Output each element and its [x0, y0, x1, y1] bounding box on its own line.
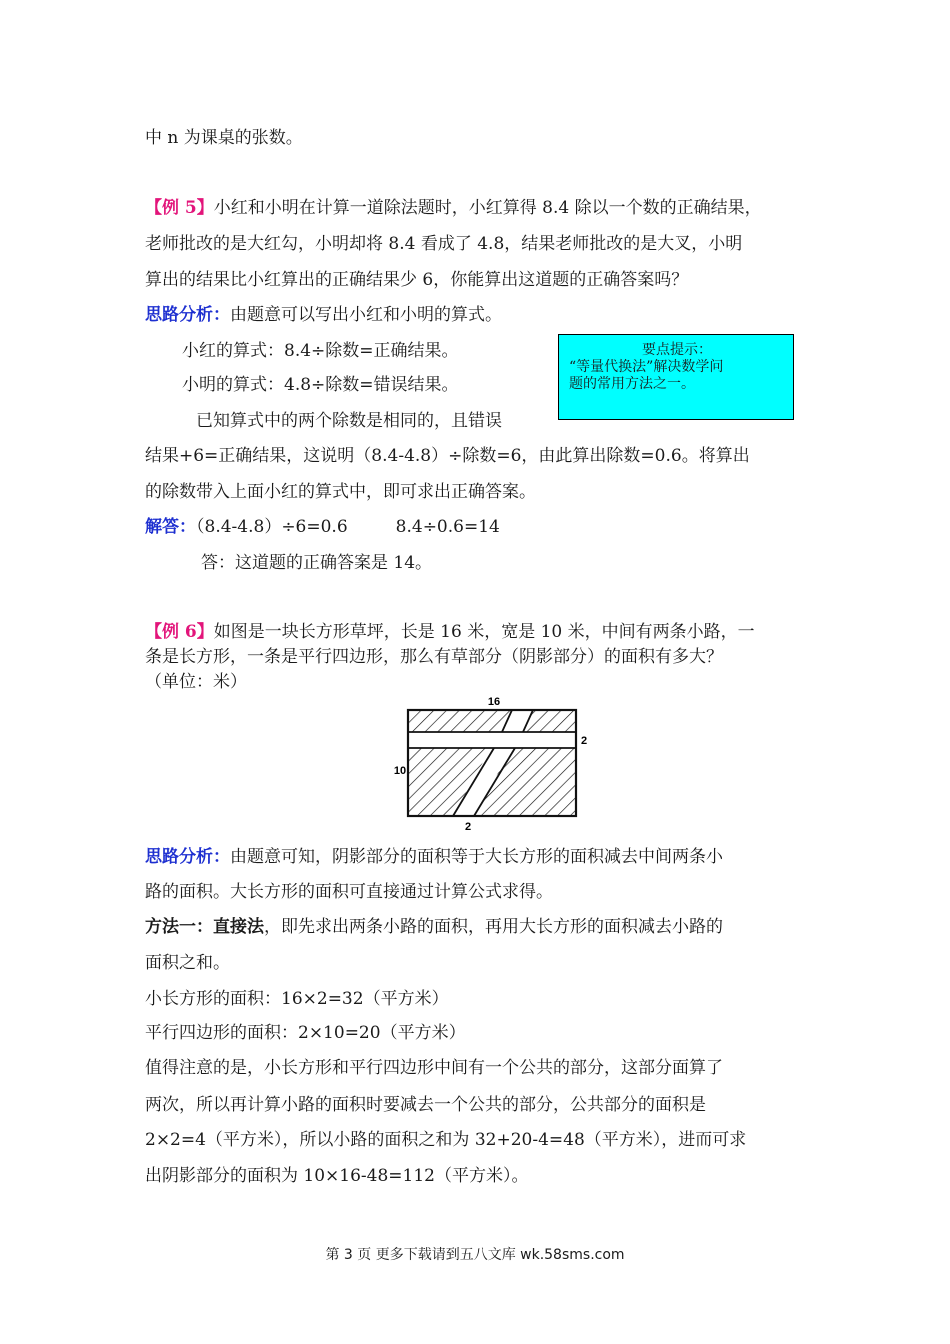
- example-5-tag: 【例 5】: [145, 198, 214, 218]
- label-length: 16: [487, 696, 501, 708]
- rectangular-path: [408, 732, 576, 748]
- analysis-5: [145, 303, 502, 327]
- text-line: 算出的结果比小红算出的正确结果少 6，你能算出这道题的正确答案吗？: [145, 270, 689, 290]
- label-path-width: 2: [580, 735, 588, 747]
- tip-line-1: “等量代换法”解决数学问: [569, 359, 724, 375]
- method-1-text: ，即先求出两条小路的面积，再用大长方形的面积减去小路的: [264, 917, 723, 937]
- solution-5-eq1: （8.4-4.8）÷6=0.6: [196, 517, 348, 537]
- solution-5-tag: 解答：: [145, 517, 196, 537]
- parallelogram-area: 平行四边形的面积：2×10=20（平方米）: [145, 1023, 466, 1043]
- text-line: 两次，所以再计算小路的面积时要减去一个公共的部分，公共部分的面积是: [145, 1095, 706, 1115]
- rectangle-area: 小长方形的面积：16×2=32（平方米）: [145, 989, 449, 1009]
- lawn-diagram: [390, 690, 600, 835]
- text-line: （单位：米）: [145, 672, 247, 692]
- example-6-tag: 【例 6】: [145, 622, 214, 642]
- analysis-6: [145, 845, 723, 869]
- tip-box: [558, 334, 794, 420]
- text-line: 值得注意的是，小长方形和平行四边形中间有一个公共的部分，这部分面算了: [145, 1058, 723, 1078]
- text-line: 面积之和。: [145, 953, 230, 973]
- equation-xiaohong: 小红的算式：8.4÷除数=正确结果。: [182, 341, 459, 361]
- example-6-line-1: [145, 620, 755, 644]
- text-line: 2×2=4（平方米），所以小路的面积之和为 32+20-4=48（平方米），进而可求: [145, 1130, 747, 1150]
- example-6-text: 如图是一块长方形草坪，长是 16 米，宽是 10 米，中间有两条小路，一: [213, 622, 755, 642]
- method-1-tag: 方法一：直接法: [145, 917, 264, 937]
- answer-5: 答：这道题的正确答案是 14。: [201, 553, 433, 573]
- text-line: 出阴影部分的面积为 10×16-48=112（平方米）。: [145, 1166, 529, 1186]
- text-line: 路的面积。大长方形的面积可直接通过计算公式求得。: [145, 882, 553, 902]
- example-5-line-1: [145, 196, 762, 220]
- label-parallelogram-base: 2: [464, 821, 472, 833]
- text-line: 中 n 为课桌的张数。: [145, 128, 303, 148]
- text-line: 的除数带入上面小红的算式中，即可求出正确答案。: [145, 482, 536, 502]
- solution-5: [145, 515, 500, 539]
- text-line: 已知算式中的两个除数是相同的，且错误: [196, 411, 502, 431]
- tip-title: 要点提示：: [642, 342, 712, 358]
- analysis-6-text: 由题意可知，阴影部分的面积等于大长方形的面积减去中间两条小: [230, 847, 723, 867]
- page-footer: 第 3 页 更多下载请到五八文库 wk.58sms.com: [325, 1247, 625, 1263]
- analysis-6-tag: 思路分析：: [145, 847, 230, 867]
- analysis-5-text: 由题意可以写出小红和小明的算式。: [230, 305, 502, 325]
- text-line: 结果+6=正确结果，这说明（8.4-4.8）÷除数=6，由此算出除数=0.6。将算出: [145, 446, 750, 466]
- tip-line-2: 题的常用方法之一。: [569, 376, 695, 392]
- text-line: 老师批改的是大红勾，小明却将 8.4 看成了 4.8，结果老师批改的是大叉，小明: [145, 234, 743, 254]
- text-line: 条是长方形，一条是平行四边形，那么有草部分（阴影部分）的面积有多大？: [145, 647, 723, 667]
- analysis-5-tag: 思路分析：: [145, 305, 230, 325]
- example-5-text: 小红和小明在计算一道除法题时，小红算得 8.4 除以一个数的正确结果，: [213, 198, 762, 218]
- solution-5-eq2: 8.4÷0.6=14: [395, 517, 500, 537]
- method-1: [145, 915, 723, 939]
- equation-xiaoming: 小明的算式：4.8÷除数=错误结果。: [182, 375, 459, 395]
- label-width: 10: [393, 765, 407, 777]
